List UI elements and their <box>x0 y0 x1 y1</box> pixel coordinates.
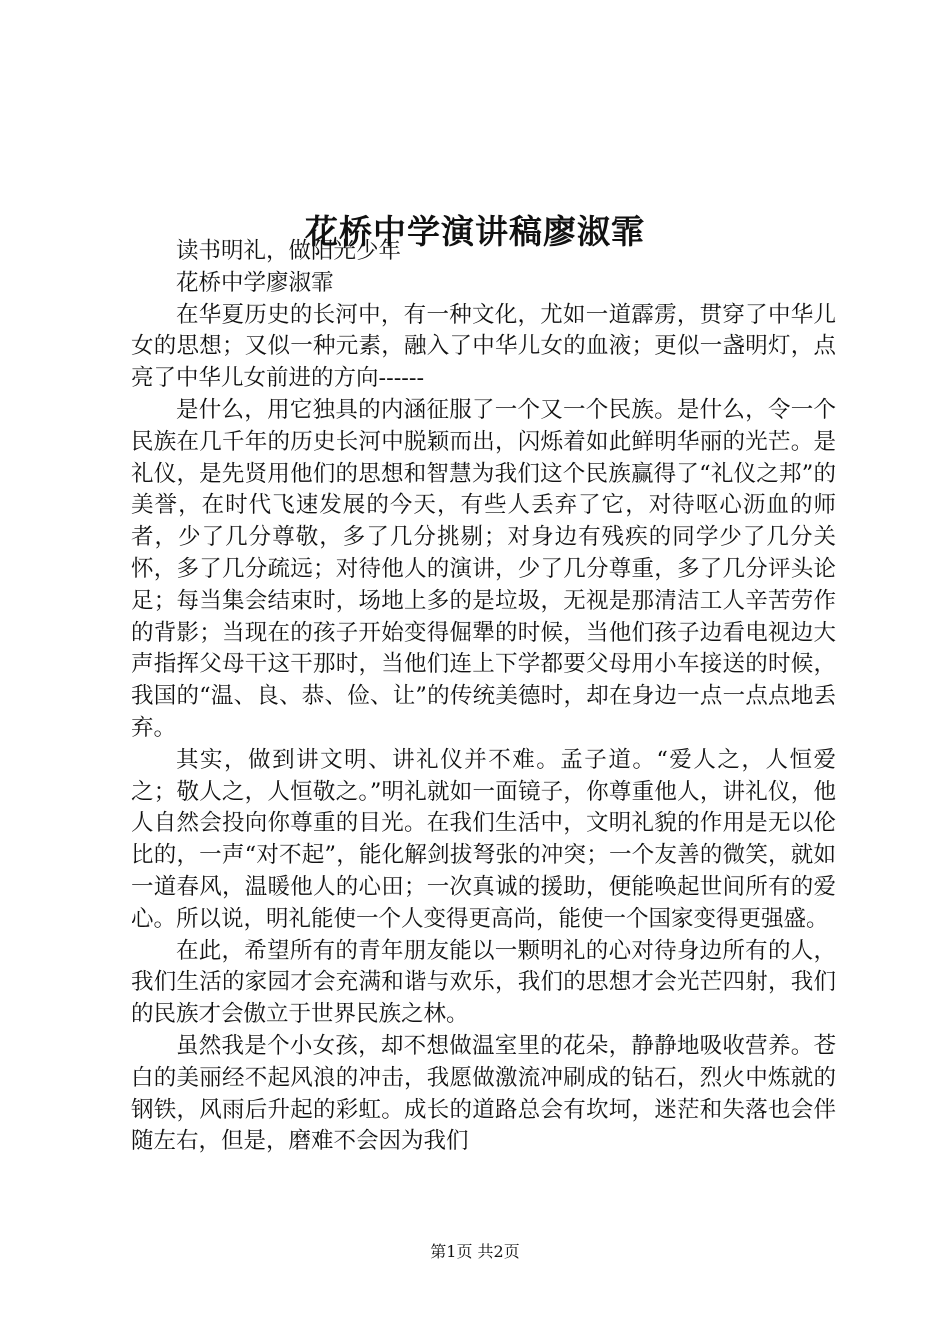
page-number-footer: 第1页 共2页 <box>430 1242 520 1261</box>
document-title: 花桥中学演讲稿廖淑霏 <box>305 212 645 252</box>
body-paragraph: 是什么，用它独具的内涵征服了一个又一个民族。是什么，令一个民族在几千年的历史长河中脱颖而出，闪烁着如此鲜明华丽的光芒。是礼仪，是先贤用他们的思想和智慧为我们这个民族赢得了“礼仪之邦”的美誉，在时代飞速发展的今天，有些人丢弃了它，对待呕心沥血的师者，少了几分尊敬，多了几分挑剔；对身边有残疾的同学少了几分关怀，多了几分疏远；对待他人的演讲，少了几分尊重，多了几分评头论足；每当集会结束时，场地上多的是垃圾，无视是那清洁工人辛苦劳作的背影；当现在的孩子开始变得倔犟的时候，当他们孩子边看电视边大声指挥父母干这干那时，当他们连上下学都要父母用小车接送的时候，我国的“温、良、恭、俭、让”的传统美德时，却在身边一点一点点地丢弃。 <box>131 396 836 741</box>
body-paragraph: 在此，希望所有的青年朋友能以一颗明礼的心对待身边所有的人，我们生活的家园才会充满和谐与欢乐，我们的思想才会光芒四射，我们的民族才会傲立于世界民族之林。 <box>131 937 836 1028</box>
author-line: 花桥中学廖淑霏 <box>176 269 334 296</box>
body-paragraph: 在华夏历史的长河中，有一种文化，尤如一道霹雳，贯穿了中华儿女的思想；又似一种元素，融入了中华儿女的血液；更似一盏明灯，点亮了中华儿女前进的方向------ <box>131 301 836 392</box>
body-paragraph: 虽然我是个小女孩，却不想做温室里的花朵，静静地吸收营养。苍白的美丽经不起风浪的冲击，我愿做激流冲刷成的钻石，烈火中炼就的钢铁，风雨后升起的彩虹。成长的道路总会有坎坷，迷茫和失落也会伴随左右，但是，磨难不会因为我们 <box>131 1032 836 1155</box>
document-body <box>131 236 836 1158</box>
speech-subtitle: 读书明礼，做阳光少年 <box>176 238 402 264</box>
body-paragraph: 其实，做到讲文明、讲礼仪并不难。孟子道。“爱人之，人恒爱之；敬人之，人恒敬之。”明礼就如一面镜子，你尊重他人，讲礼仪，他人自然会投向你尊重的目光。在我们生活中，文明礼貌的作用是无以伦比的，一声“对不起”，能化解剑拔弩张的冲突；一个友善的微笑，就如一道春风，温暖他人的心田；一次真诚的援助，便能唤起世间所有的爱心。所以说，明礼能使一个人变得更高尚，能使一个国家变得更强盛。 <box>131 746 836 932</box>
